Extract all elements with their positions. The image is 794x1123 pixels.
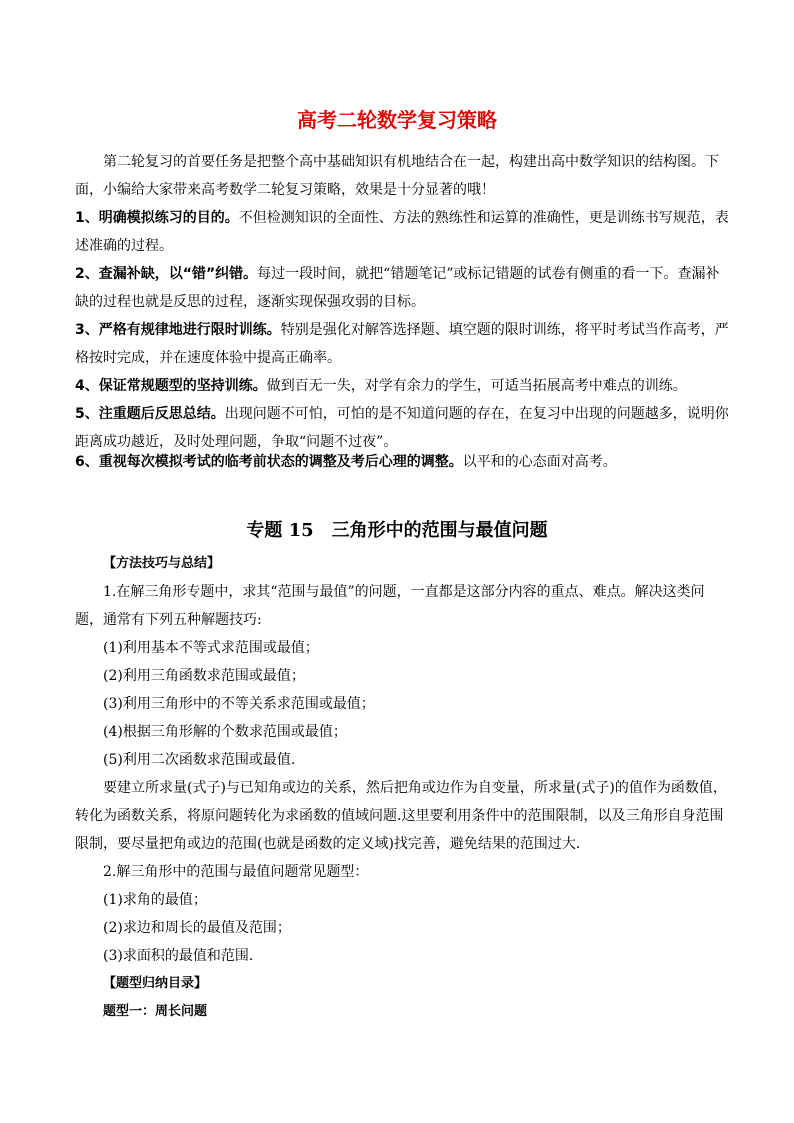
tip-1-text: 不但检测知识的全面性、方法的熟练性和运算的准确性，更是训练书写规范，表述准确的过程。	[75, 210, 729, 254]
topic-title: 专题 15 三角形中的范围与最值问题	[246, 520, 548, 541]
type-item: (1)求角的最值；	[103, 892, 207, 908]
intro-paragraph: 第二轮复习的首要任务是把整个高中基础知识有机地结合在一起，构建出高中数学知识的结构图。下面，小编给大家带来高考数学二轮复习策略，效果是十分显著的哦！	[75, 154, 719, 198]
tip-6-heading: 6、重视每次模拟考试的临考前状态的调整及考后心理的调整。	[75, 454, 463, 470]
type-item: (3)求面积的最值和范围.	[103, 948, 254, 964]
tip-4	[75, 372, 730, 400]
tip-5-text: 出现问题不可怕，可怕的是不知道问题的存在，在复习中出现的问题越多，说明你距离成功越近，及时处理问题，争取“问题不过夜”。	[75, 406, 729, 450]
tip-1-heading: 1、明确模拟练习的目的。	[75, 210, 239, 226]
first-question-type: 题型一：周长问题	[103, 1004, 208, 1019]
catalog-heading: 【题型归纳目录】	[103, 976, 208, 991]
tip-3	[75, 316, 730, 372]
technique-item: (3)利用三角形中的不等关系求范围或最值；	[103, 696, 375, 712]
technique-item: (4)根据三角形解的个数求范围或最值；	[103, 724, 347, 740]
method-paragraph-1: 1.在解三角形专题中，求其“范围与最值”的问题，一直都是这部分内容的重点、难点。解决这类问题，通常有下列五种解题技巧:	[75, 584, 705, 628]
tip-4-text: 做到百无一失，对学有余力的学生，可适当拓展高考中难点的训练。	[266, 378, 687, 394]
tip-2-heading: 2、查漏补缺，以“错”纠错。	[75, 266, 258, 282]
technique-item: (1)利用基本不等式求范围或最值；	[103, 640, 319, 656]
tip-3-text: 特别是强化对解答选择题、填空题的限时训练，将平时考试当作高考，严格按时完成，并在速度体验中提高正确率。	[75, 322, 729, 366]
tip-5-heading: 5、注重题后反思总结。	[75, 406, 225, 422]
type-item: (2)求边和周长的最值及范围；	[103, 920, 291, 936]
tip-6-text: 以平和的心态面对高考。	[462, 454, 617, 470]
tip-6	[75, 448, 730, 476]
method-paragraph-3: 2.解三角形中的范围与最值问题常见题型：	[103, 864, 369, 880]
tip-2-text: 每过一段时间，就把“错题笔记”或标记错题的试卷有侧重的看一下。查漏补缺的过程也就是反思的过程，逐渐实现保强攻弱的目标。	[75, 266, 720, 310]
tip-4-heading: 4、保证常规题型的坚持训练。	[75, 378, 267, 394]
method-heading: 【方法技巧与总结】	[103, 556, 221, 571]
tip-1	[75, 204, 730, 260]
tip-2	[75, 260, 730, 316]
method-paragraph-2: 要建立所求量(式子)与已知角或边的关系，然后把角或边作为自变量，所求量(式子)的值作为函数值，转化为函数关系，将原问题转化为求函数的值域问题.这里要利用条件中的范围限制，以及三角形自身范围限制，要尽量把角或边的范围(也就是函数的定义域)找完善，避免结果的范围过大.	[75, 780, 727, 852]
tip-3-heading: 3、严格有规律地进行限时训练。	[75, 322, 281, 338]
technique-item: (2)利用三角函数求范围或最值；	[103, 668, 305, 684]
page-title: 高考二轮数学复习策略	[297, 108, 497, 132]
technique-item: (5)利用二次函数求范围或最值.	[103, 752, 296, 768]
